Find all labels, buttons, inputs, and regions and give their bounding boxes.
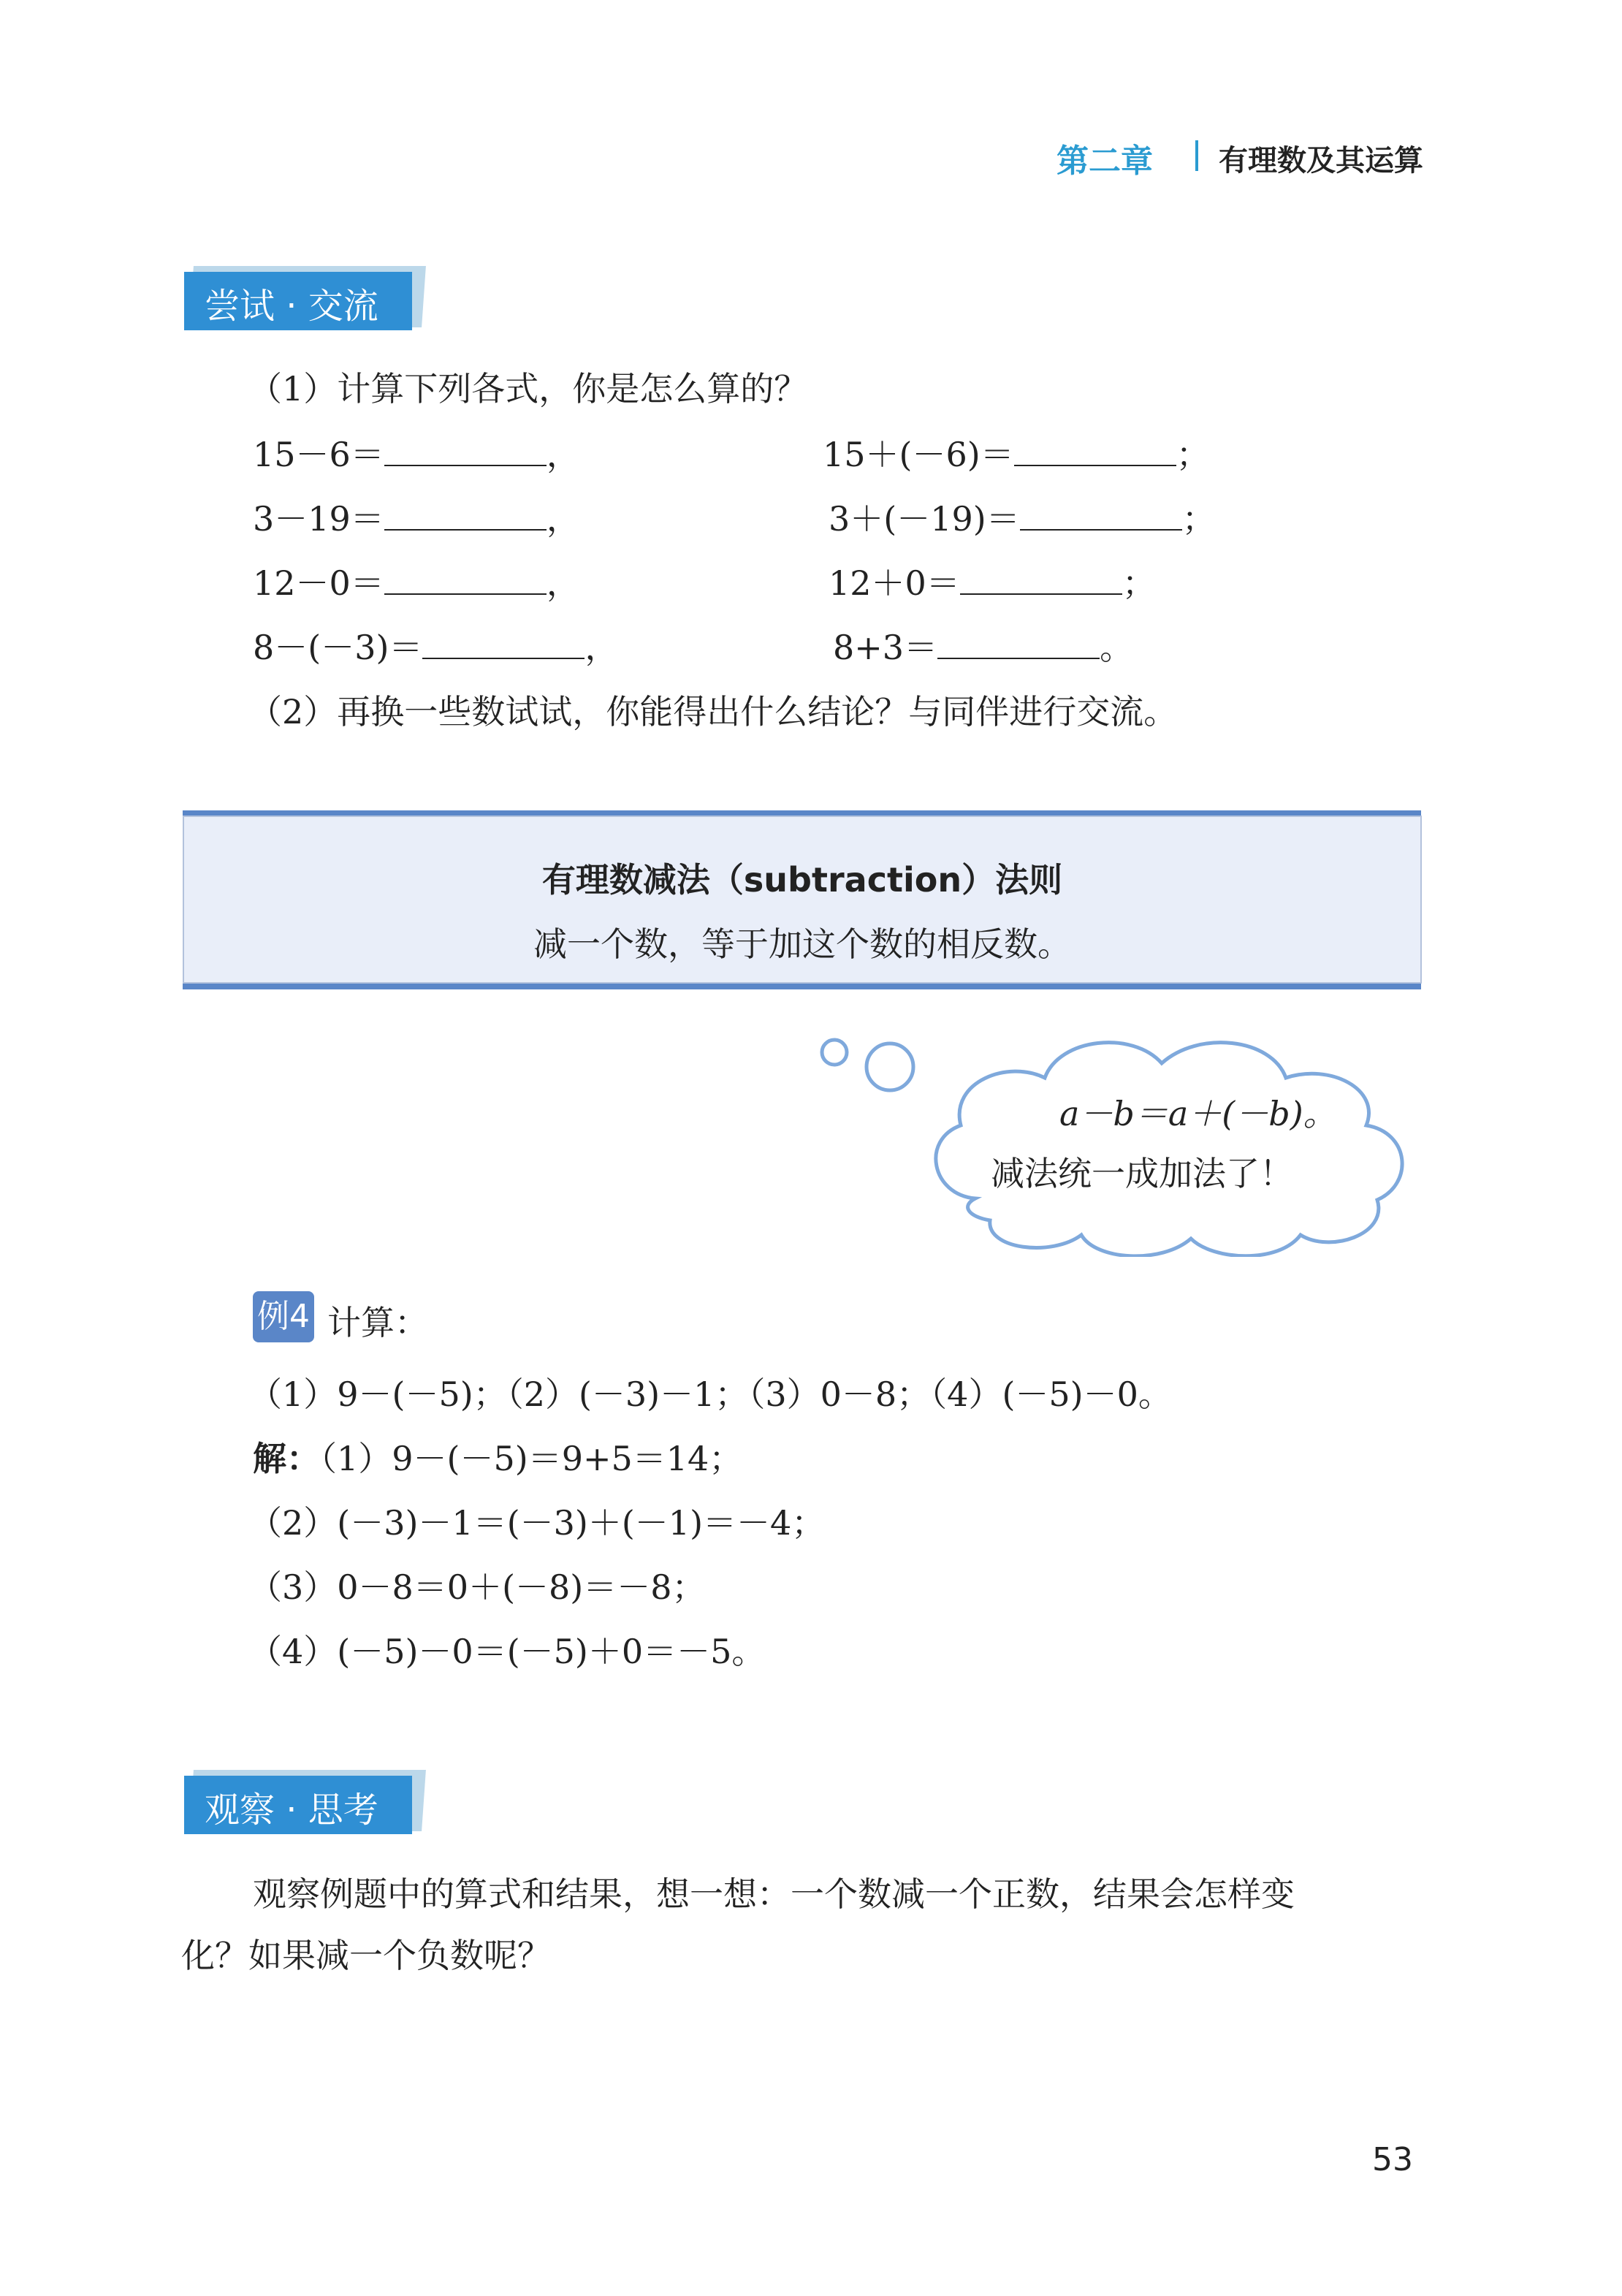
punctuation: ； — [1176, 435, 1210, 474]
rule-box — [183, 816, 1422, 984]
cloud-comment: 减法统一成加法了！ — [991, 1154, 1293, 1193]
chapter-title: 有理数及其运算 — [1219, 144, 1423, 178]
expression: 3＋(－19)＝ — [829, 499, 1020, 539]
tab-label: 尝试 · 交流 — [205, 286, 378, 327]
expression: 12＋0＝ — [829, 563, 960, 603]
solution-line-4: （4）(－5)－0＝(－5)＋0＝－5。 — [248, 1632, 766, 1671]
answer-blank — [1020, 500, 1182, 531]
punctuation: ； — [1122, 563, 1156, 603]
answer-blank — [960, 564, 1122, 595]
punctuation: ， — [546, 435, 580, 474]
punctuation: 。 — [1100, 628, 1134, 667]
observe-text-line-2: 化？如果减一个负数呢？ — [181, 1936, 551, 1975]
punctuation: ； — [1181, 499, 1216, 539]
cloud-formula: a－b＝a＋(－b)。 — [1059, 1094, 1337, 1133]
exercise-row-1-right — [823, 428, 1210, 476]
solution-line-2: （2）(－3)－1＝(－3)＋(－1)＝－4； — [248, 1503, 826, 1543]
page-number: 53 — [1372, 2141, 1413, 2178]
rule-box-bottom-bar — [183, 984, 1421, 989]
example-title: 计算： — [327, 1303, 428, 1342]
expression: 12－0＝ — [253, 563, 384, 603]
expression: 15＋(－6)＝ — [823, 435, 1014, 474]
question-2: （2）再换一些数试试，你能得出什么结论？与同伴进行交流。 — [248, 692, 1178, 731]
punctuation: ， — [546, 563, 580, 603]
expression: 15－6＝ — [253, 435, 384, 474]
exercise-row-4-right — [833, 621, 1133, 669]
question-1: （1）计算下列各式，你是怎么算的？ — [248, 369, 808, 408]
rule-title: 有理数减法（subtraction）法则 — [541, 860, 1063, 900]
answer-blank — [384, 436, 547, 466]
punctuation: ， — [546, 499, 580, 539]
example-badge: 例4 — [253, 1291, 314, 1342]
rule-box-top-bar — [183, 810, 1421, 816]
rule-text: 减一个数，等于加这个数的相反数。 — [533, 924, 1071, 964]
expression: 3－19＝ — [253, 499, 384, 539]
expression: 8－(－3)＝ — [253, 628, 423, 667]
observe-text-line-1: 观察例题中的算式和结果，想一想：一个数减一个正数，结果会怎样变 — [253, 1874, 1295, 1914]
answer-blank — [1014, 436, 1176, 466]
exercise-row-4-left — [253, 621, 618, 669]
answer-blank — [384, 564, 547, 595]
answer-blank — [422, 628, 585, 659]
solution-label: 解： — [253, 1439, 320, 1478]
chapter-label: 第二章 — [1056, 142, 1153, 180]
exercise-row-3-right — [829, 557, 1156, 605]
exercise-row-3-left — [253, 557, 580, 605]
answer-blank — [384, 500, 547, 531]
example-problems: （1）9－(－5)；（2）(－3)－1；（3）0－8；（4）(－5)－0。 — [248, 1375, 1172, 1414]
exercise-row-2-right — [829, 493, 1216, 541]
exercise-row-2-left — [253, 493, 580, 541]
solution-line-1 — [253, 1432, 742, 1480]
expression: 8+3＝ — [833, 628, 938, 667]
exercise-row-1-left — [253, 428, 580, 476]
punctuation: ， — [585, 628, 619, 667]
answer-blank — [937, 628, 1100, 659]
header-divider — [1195, 140, 1198, 171]
solution-line-3: （3）0－8＝0＋(－8)＝－8； — [248, 1567, 706, 1607]
tab-label: 观察 · 思考 — [205, 1790, 378, 1831]
solution-text: （1）9－(－5)＝9+5＝14； — [320, 1439, 743, 1478]
